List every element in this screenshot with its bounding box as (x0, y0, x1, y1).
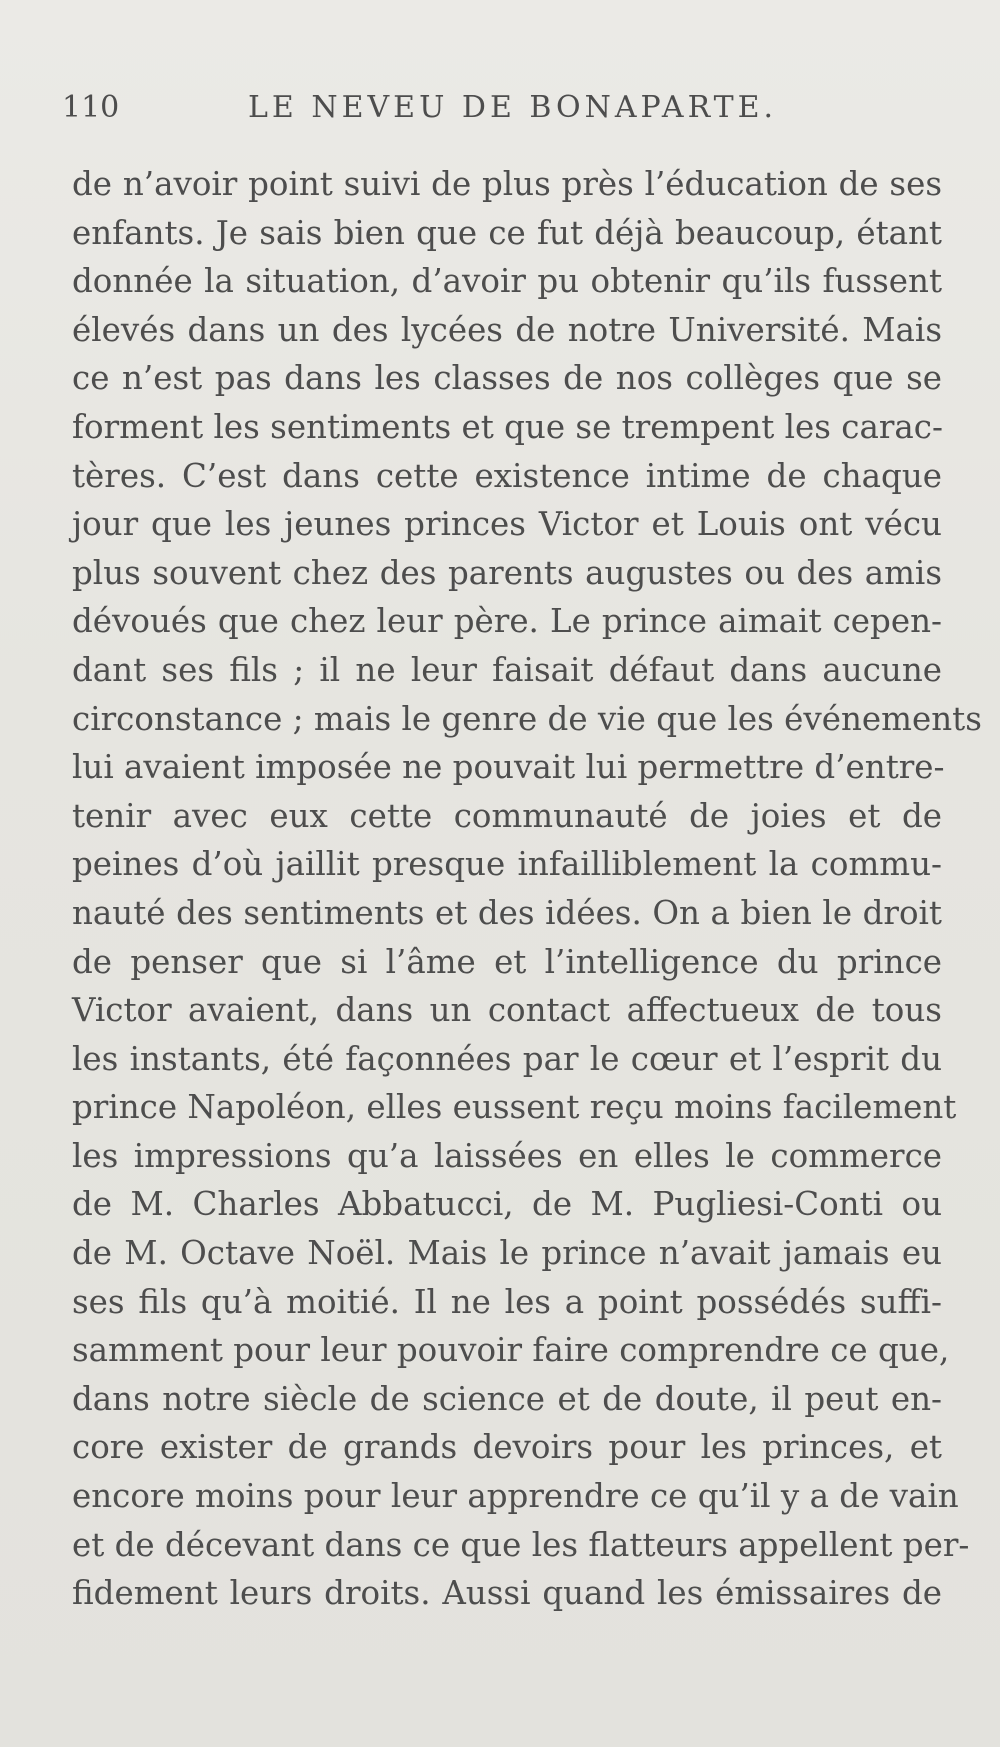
text-line: de n’avoir point suivi de plus près l’éducation de ses (72, 165, 942, 203)
text-line: forment les sentiments et que se trempent les carac- (72, 407, 943, 446)
text-line: fidement leurs droits. Aussi quand les émissaires de (72, 1574, 942, 1613)
text-line: ce n’est pas dans les classes de nos collèges que se (72, 359, 942, 398)
text-line: de penser que si l’âme et l’intelligence du prince (72, 942, 942, 981)
text-line: élevés dans un des lycées de notre Université. Mais (72, 310, 942, 349)
text-line: samment pour leur pouvoir faire comprendre ce que, (72, 1331, 950, 1370)
text-line: de M. Charles Abbatucci, de M. Pugliesi-Conti ou (72, 1185, 942, 1224)
text-line: tères. C’est dans cette existence intime de chaque (72, 456, 942, 495)
text-line: core exister de grands devoirs pour les princes, et (72, 1428, 942, 1467)
text-line: les instants, été façonnées par le cœur et l’esprit du (72, 1039, 942, 1078)
text-line: et de décevant dans ce que les flatteurs appellent per- (72, 1525, 970, 1564)
text-line: tenir avec eux cette communauté de joies et de (72, 796, 942, 835)
text-line: dant ses fils ; il ne leur faisait défaut dans aucune (72, 650, 942, 689)
text-line: plus souvent chez des parents augustes ou des amis (72, 553, 942, 592)
text-line: ses fils qu’à moitié. Il ne les a point possédés suffi- (72, 1282, 942, 1321)
running-head (62, 88, 942, 128)
text-line: encore moins pour leur apprendre ce qu’il y a de vain (72, 1477, 959, 1516)
text-line: peines d’où jaillit presque infailliblement la commu- (72, 845, 942, 884)
text-line: de M. Octave Noël. Mais le prince n’avait jamais eu (72, 1234, 942, 1273)
text-line: enfants. Je sais bien que ce fut déjà beaucoup, étant (72, 213, 942, 252)
body-text (72, 160, 982, 1618)
text-line: jour que les jeunes princes Victor et Louis ont vécu (72, 505, 942, 544)
text-line: dévoués que chez leur père. Le prince aimait cepen- (72, 602, 942, 641)
running-title: LE NEVEU DE BONAPARTE. (248, 90, 778, 125)
text-line: circonstance ; mais le genre de vie que les événements (72, 699, 982, 738)
page-number: 110 (62, 90, 120, 125)
text-line: les impressions qu’a laissées en elles le commerce (72, 1136, 942, 1175)
text-line: Victor avaient, dans un contact affectueux de tous (72, 991, 942, 1030)
text-line: dans notre siècle de science et de doute, il peut en- (72, 1379, 942, 1418)
text-line: donnée la situation, d’avoir pu obtenir qu’ils fussent (72, 262, 942, 301)
text-line: prince Napoléon, elles eussent reçu moins facilement (72, 1088, 957, 1127)
text-line: lui avaient imposée ne pouvait lui permettre d’entre- (72, 748, 945, 787)
text-line: nauté des sentiments et des idées. On a bien le droit (72, 893, 942, 932)
